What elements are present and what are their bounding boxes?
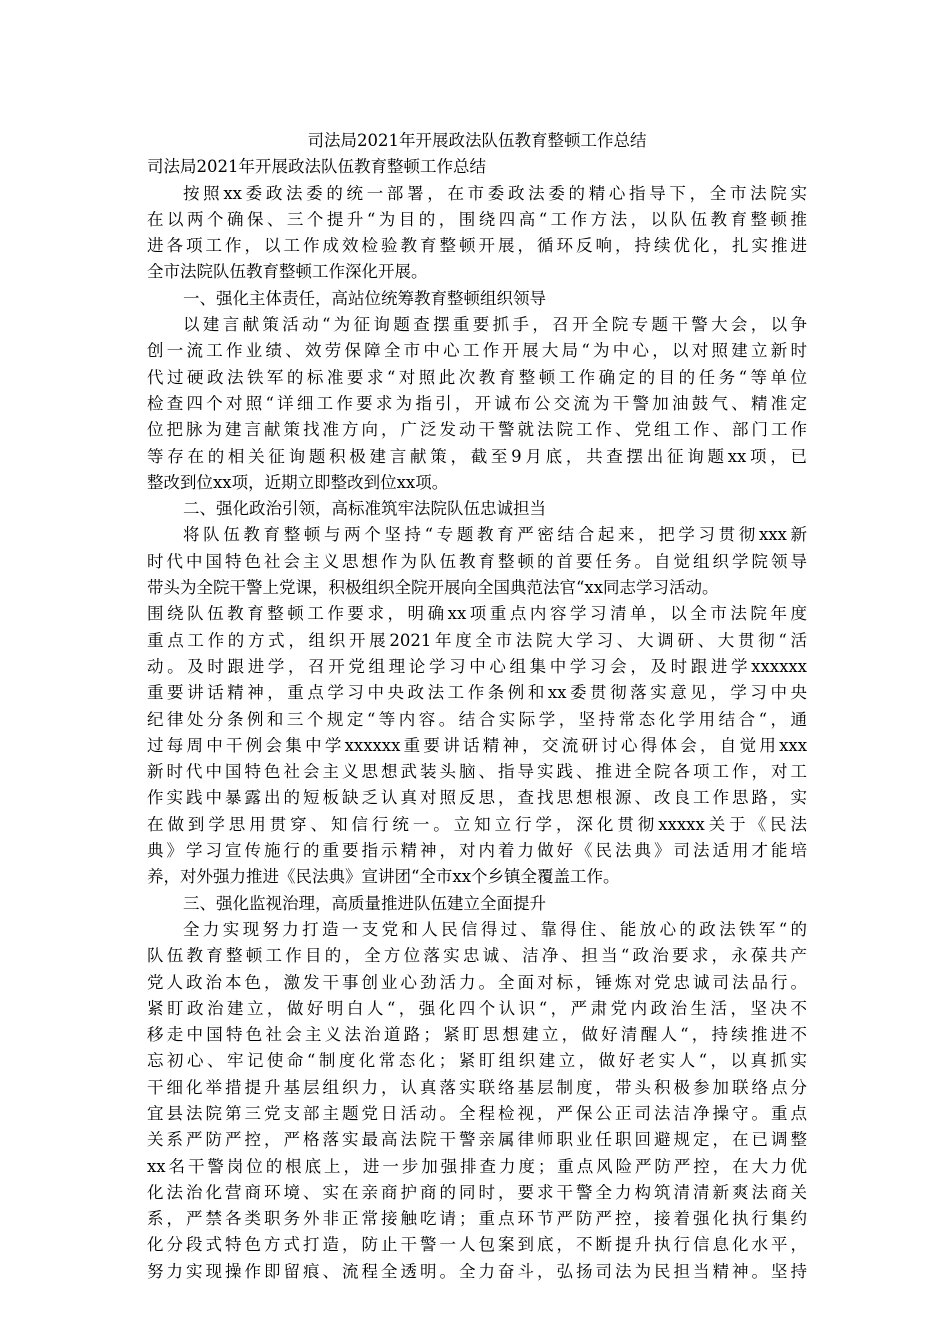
body-text-line: 创一流工作业绩、效劳保障全市中心工作开展大局“为中心，以对照建立新时: [147, 341, 807, 361]
body-text-line: 干细化举措提升基层组织力，认真落实联络基层制度，带头积极参加联络点分: [147, 1077, 807, 1097]
body-text-line: 化分段式特色方式打造，防止干警一人包案到底，不断提升执行信息化水平，: [147, 1235, 807, 1255]
body-text-line: 全力实现努力打造一支党和人民信得过、靠得住、能放心的政法铁军“的: [183, 919, 807, 939]
body-text-line: 进各项工作，以工作成效检验教育整顿开展，循环反响，持续优化，扎实推进: [147, 236, 807, 256]
body-text-line: 移走中国特色社会主义法治道路；紧盯思想建立，做好清醒人“，持续推进不: [147, 1025, 807, 1045]
body-text-line: 时代中国特色社会主义思想作为队伍教育整顿的首要任务。自觉组织学院领导: [147, 551, 807, 571]
body-text-line: 围绕队伍教育整顿工作要求，明确xx项重点内容学习清单，以全市法院年度: [147, 604, 807, 624]
document-title: 司法局2021年开展政法队伍教育整顿工作总结: [307, 131, 647, 150]
body-text-line: 紧盯政治建立，做好明白人“，强化四个认识“，严肃党内政治生活，坚决不: [147, 998, 807, 1018]
body-text-line: 在做到学思用贯穿、知信行统一。立知立行学，深化贯彻xxxxx关于《民法: [147, 814, 807, 834]
body-text-line: 将队伍教育整顿与两个坚持“专题教育严密结合起来，把学习贯彻xxx新: [183, 525, 807, 545]
body-text-line: 关系严防严控，严格落实最高法院干警亲属律师职业任职回避规定，在已调整: [147, 1130, 807, 1150]
body-text-line: 努力实现操作即留痕、流程全透明。全力奋斗，弘扬司法为民担当精神。坚持: [147, 1261, 807, 1281]
body-text-line: 等存在的相关征询题积极建言献策，截至9月底，共查摆出征询题xx项，已: [147, 446, 807, 466]
body-text-line: 全市法院队伍教育整顿工作深化开展。: [147, 262, 428, 282]
body-text-line: 过每周中干例会集中学xxxxxx重要讲话精神，交流研讨心得体会，自觉用xxx: [147, 735, 807, 755]
body-text-line: 党人政治本色，激发干事创业心劲活力。全面对标，锤炼对党忠诚司法品行。: [147, 972, 807, 992]
body-text-line: 重要讲话精神，重点学习中央政法工作条例和xx委贯彻落实意见，学习中央: [147, 683, 807, 703]
body-text-line: 整改到位xx项，近期立即整改到位xx项。: [147, 472, 449, 492]
body-text-line: 以建言献策活动“为征询题查摆重要抓手，召开全院专题干警大会，以争: [183, 315, 807, 335]
body-text-line: 系，严禁各类职务外非正常接触吃请；重点环节严防严控，接着强化执行集约: [147, 1209, 807, 1229]
body-text-line: 位把脉为建言献策找准方向，广泛发动干警就法院工作、党组工作、部门工作: [147, 420, 807, 440]
body-text-line: 动。及时跟进学，召开党组理论学习中心组集中学习会，及时跟进学xxxxxx: [147, 656, 807, 676]
body-text-line: 忘初心、牢记使命“制度化常态化；紧盯组织建立，做好老实人“，以真抓实: [147, 1051, 807, 1071]
body-text-line: 按照xx委政法委的统一部署，在市委政法委的精心指导下，全市法院实: [183, 183, 807, 203]
body-text-line: 在以两个确保、三个提升“为目的，围绕四高“工作方法，以队伍教育整顿推: [147, 209, 807, 229]
body-text-line: 代过硬政法铁军的标准要求“对照此次教育整顿工作确定的目的任务“等单位: [147, 367, 807, 387]
body-text-line: 化法治化营商环境、实在亲商护商的同时，要求干警全力构筑清清新爽法商关: [147, 1182, 807, 1202]
body-text-line: xx名干警岗位的根底上，进一步加强排查力度；重点风险严防严控，在大力优: [147, 1156, 807, 1176]
body-text-line: 带头为全院干警上党课，积极组织全院开展向全国典范法官“xx同志学习活动。: [147, 578, 719, 598]
body-text-line: 新时代中国特色社会主义思想武装头脑、指导实践、推进全院各项工作，对工: [147, 762, 807, 782]
document-subtitle: 司法局2021年开展政法队伍教育整顿工作总结: [147, 157, 486, 177]
body-text-line: 队伍教育整顿工作目的，全方位落实忠诚、洁净、担当“政治要求，永葆共产: [147, 946, 807, 966]
body-text-line: 养，对外强力推进《民法典》宣讲团“全市xx个乡镇全覆盖工作。: [147, 867, 620, 887]
section-heading: 三、强化监视治理，高质量推进队伍建立全面提升: [183, 893, 546, 913]
body-text-line: 纪律处分条例和三个规定“等内容。结合实际学，坚持常态化学用结合“，通: [147, 709, 807, 729]
document-body: [147, 128, 807, 1285]
body-text-line: 作实践中暴露出的短板缺乏认真对照反思，查找思想根源、改良工作思路，实: [147, 788, 807, 808]
section-heading: 一、强化主体责任，高站位统筹教育整顿组织领导: [183, 288, 546, 308]
body-text-line: 典》学习宣传施行的重要指示精神，对内着力做好《民法典》司法适用才能培: [147, 841, 807, 861]
section-heading: 二、强化政治引领，高标准筑牢法院队伍忠诚担当: [183, 499, 546, 519]
body-text-line: 重点工作的方式，组织开展2021年度全市法院大学习、大调研、大贯彻“活: [147, 630, 807, 650]
body-text-line: 宜县法院第三党支部主题党日活动。全程检视，严保公正司法洁净操守。重点: [147, 1103, 807, 1123]
body-text-line: 检查四个对照“详细工作要求为指引，开诚布公交流为干警加油鼓气、精准定: [147, 393, 807, 413]
